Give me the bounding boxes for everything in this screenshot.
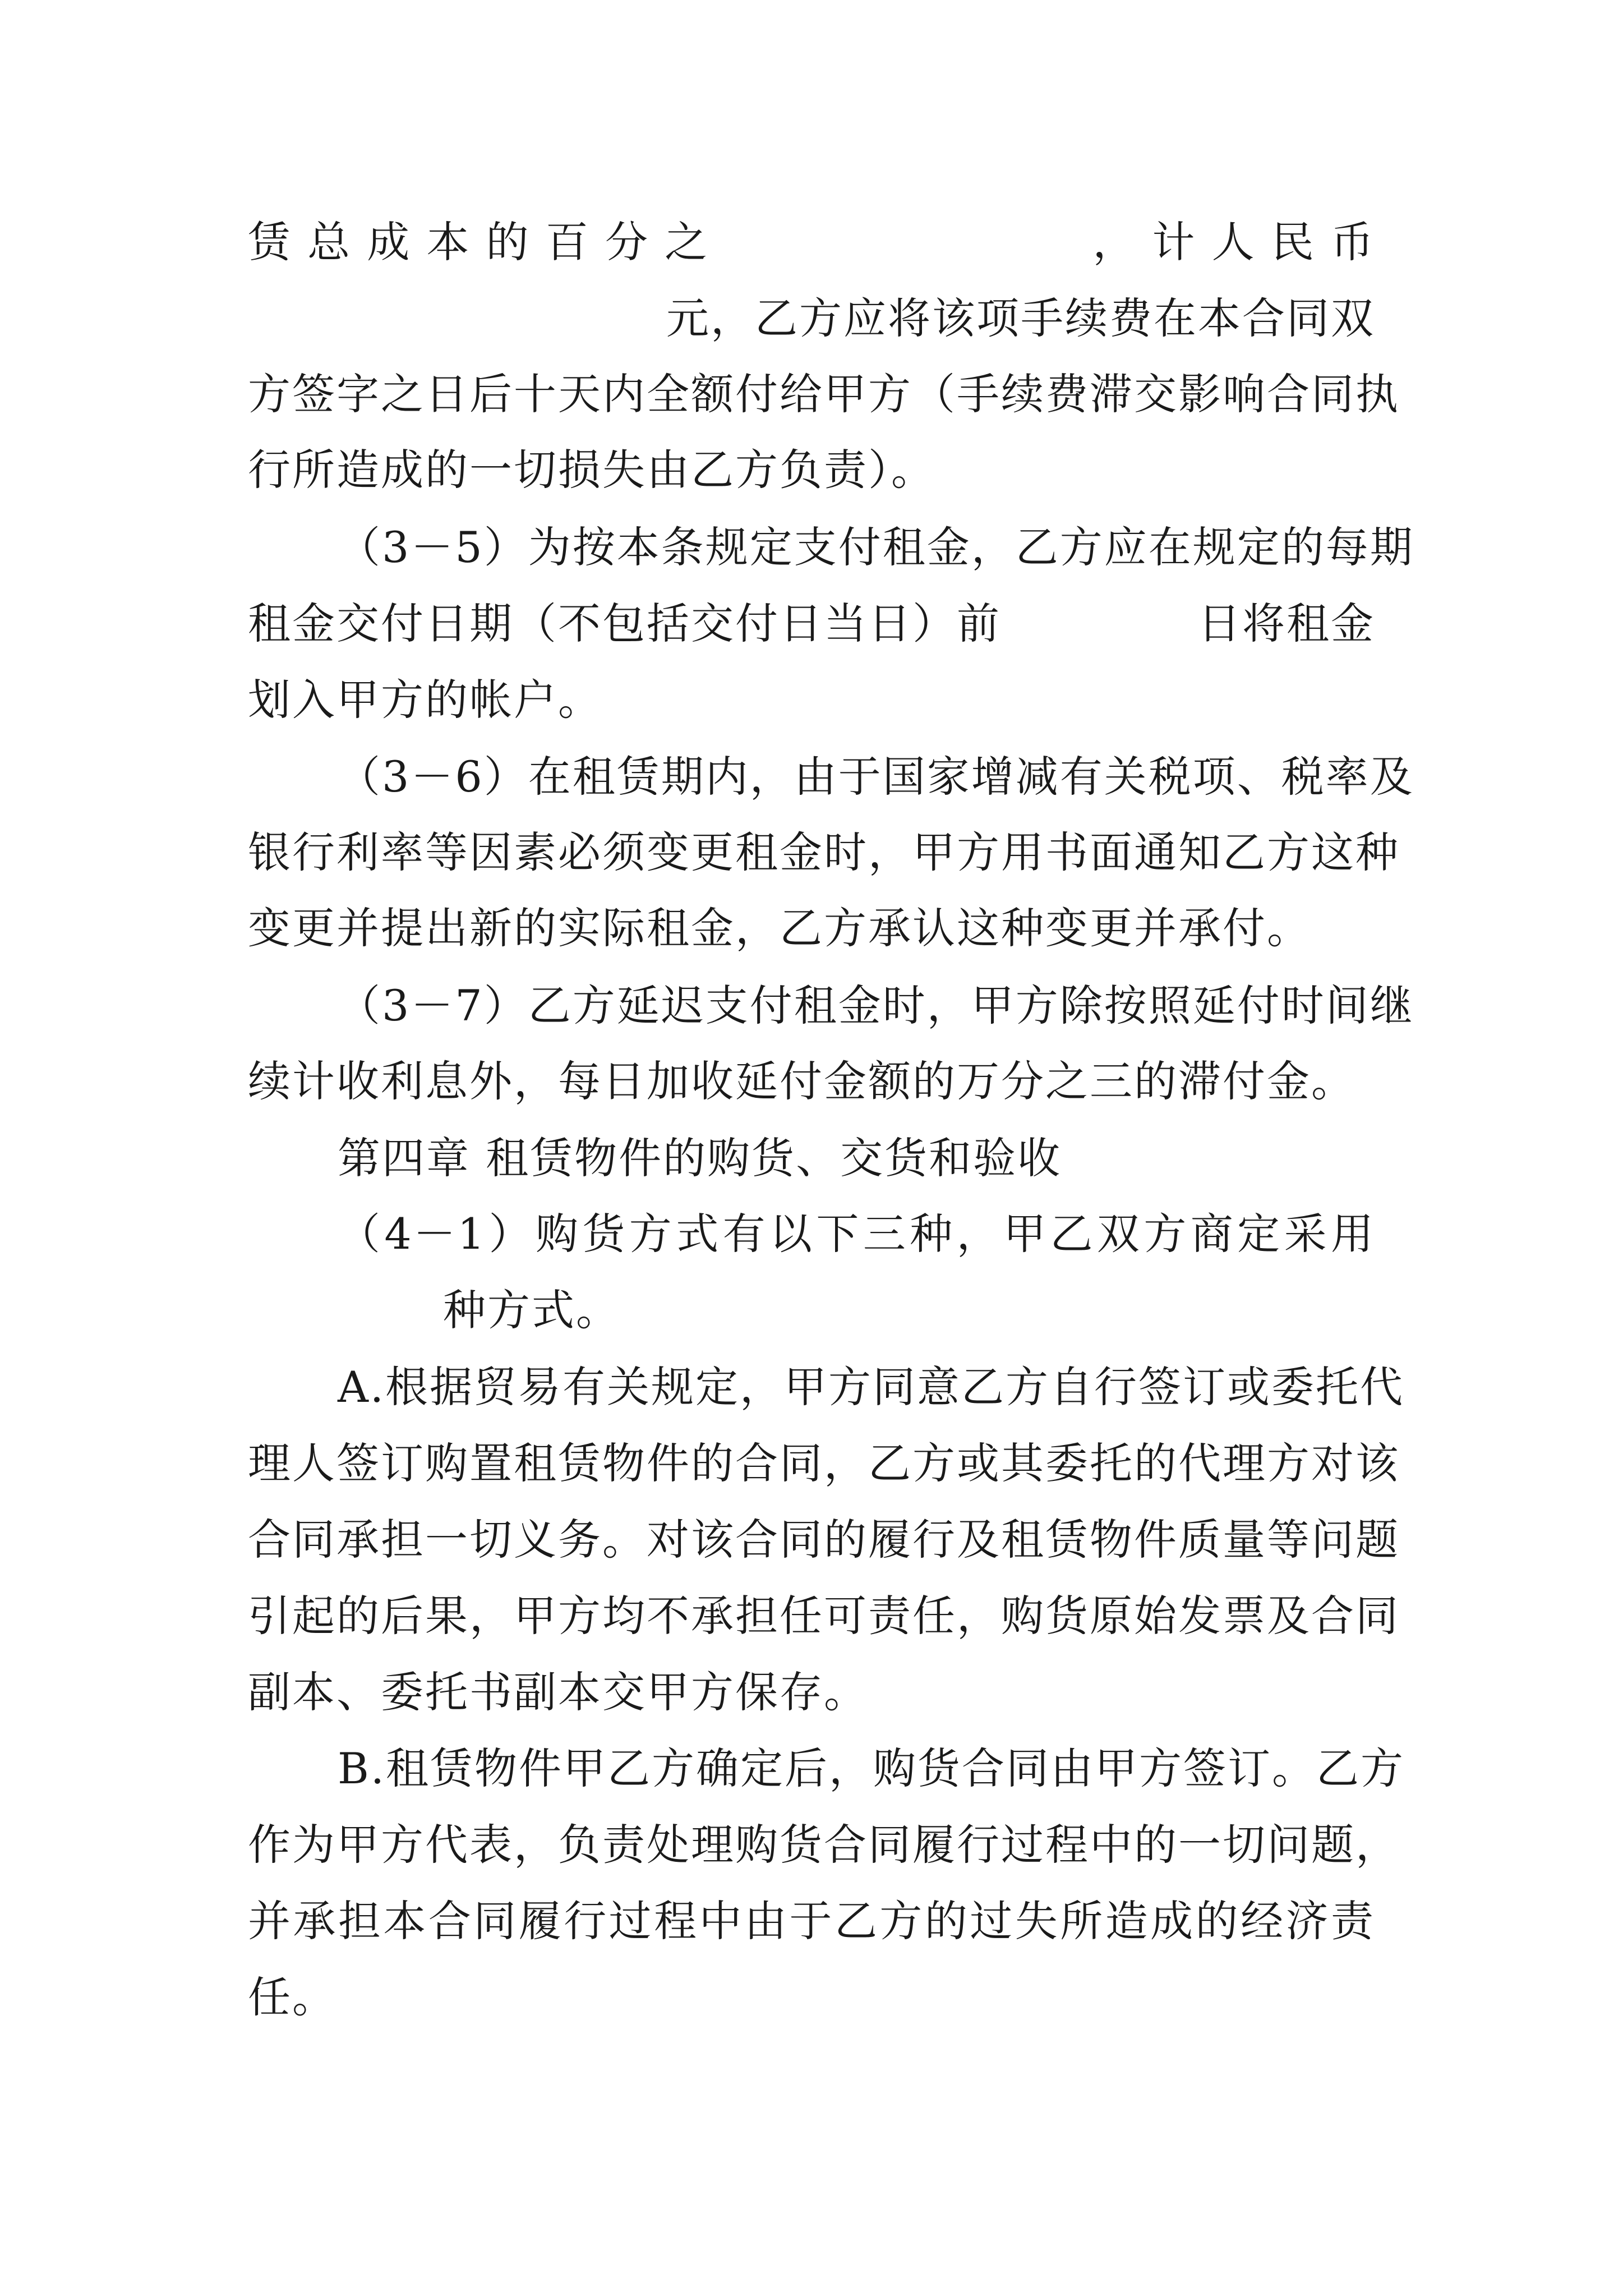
text-line: 副本、委托书副本交甲方保存。 xyxy=(248,1667,868,1717)
text-line: 行所造成的一切损失由乙方负责）。 xyxy=(248,445,935,495)
text-line: （4－1）购货方式有以下三种，甲乙双方商定采用 xyxy=(338,1209,1375,1259)
text-line: 合同承担一切义务。对该合同的履行及租赁物件质量等问题 xyxy=(248,1515,1400,1565)
text-line: 引起的后果，甲方均不承担任可责任，购货原始发票及合同 xyxy=(248,1591,1400,1641)
text-line xyxy=(662,285,1375,352)
text-line: 划入甲方的帐户。 xyxy=(248,675,602,725)
text-line: 理人签订购置租赁物件的合同，乙方或其委托的代理方对该 xyxy=(248,1438,1400,1488)
text-line: （3－7）乙方延迟支付租金时，甲方除按照延付时间继 xyxy=(338,981,1414,1030)
text-line xyxy=(1195,590,1375,657)
text-segment: 赁 总 成 本 的 百 分 之 xyxy=(248,217,709,267)
text-line: 方签字之日后十天内全额付给甲方（手续费滞交影响合同执 xyxy=(248,369,1400,419)
text-line: 并承担本合同履行过程中由于乙方的过失所造成的经济责 xyxy=(248,1896,1375,1946)
text-line: （3－6）在租赁期内，由于国家增减有关税项、税率及 xyxy=(338,752,1414,802)
text-line: （3－5）为按本条规定支付租金，乙方应在规定的每期 xyxy=(338,522,1414,572)
text-segment: 元，乙方应将该项手续费在本合同双 xyxy=(666,293,1375,343)
text-line: 种方式。 xyxy=(443,1285,620,1335)
text-line: 任。 xyxy=(248,1972,336,2022)
text-line: A.根据贸易有关规定，甲方同意乙方自行签订或委托代 xyxy=(338,1362,1405,1412)
text-line: 变更并提出新的实际租金，乙方承认这种变更并承付。 xyxy=(248,903,1311,953)
text-line: 续计收利息外，每日加收延付金额的万分之三的滞付金。 xyxy=(248,1056,1355,1106)
text-line: 作为甲方代表，负责处理购货合同履行过程中的一切问题， xyxy=(248,1820,1400,1870)
text-segment: 租金交付日期（不包括交付日当日）前 xyxy=(248,599,1001,648)
text-line xyxy=(1032,209,1375,276)
text-segment: 日将租金 xyxy=(1198,599,1375,648)
text-line: B.租赁物件甲乙方确定后，购货合同由甲方签订。乙方 xyxy=(338,1743,1405,1793)
text-line: 银行利率等因素必须变更租金时，甲方用书面通知乙方这种 xyxy=(248,827,1400,877)
chapter-heading: 第四章 租赁物件的购货、交货和验收 xyxy=(338,1133,1062,1183)
text-segment: ， 计 人 民 币 xyxy=(1092,217,1375,267)
